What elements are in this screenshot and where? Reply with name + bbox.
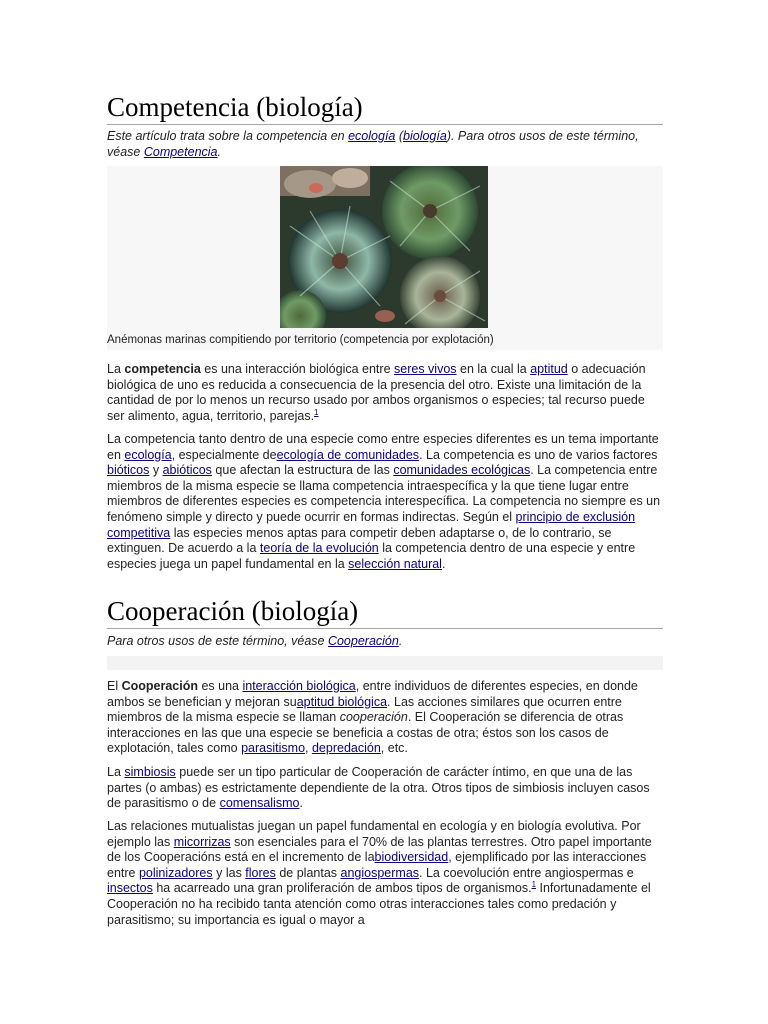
section-title-cooperacion: Cooperación (biología) (107, 596, 663, 629)
link-insectos[interactable]: insectos (107, 881, 153, 896)
text: La (107, 765, 125, 779)
link-seleccion-natural[interactable]: selección natural (348, 556, 442, 571)
text: es una interacción biológica entre (200, 362, 394, 376)
link-exclusion-competitiva[interactable]: principio de exclusión competitiva (107, 509, 636, 540)
text: son esenciales para el 70% de las plantas terrestres. Otro papel importante de los Cooperacións está en el incremento de la (107, 834, 652, 865)
reference-link[interactable]: 1 (531, 880, 537, 890)
text: o adecuación biológica de uno es reducida a consecuencia de la presencia del otro. Existe una limitación de la cantidad de por lo menos un recurso usado por ambos organismos o especies; tal recurso puede ser alimento, agua, territorio, parejas. (107, 362, 646, 423)
text: puede ser un tipo particular de Cooperación de carácter íntimo, en que una de las partes (o ambas) es estrictamente dependiente de la otra. Otros tipos de simbiosis incluyen casos de parasitismo o de (107, 765, 650, 811)
text: de plantas (275, 865, 341, 880)
link-polinizadores[interactable]: polinizadores (138, 865, 213, 880)
link-cooperacion[interactable]: Cooperación (327, 634, 399, 648)
text: . La competencia es uno de varios factores (419, 447, 658, 462)
link-ecologia-comunidades[interactable]: ecología de comunidades (276, 447, 420, 462)
text: Infortunadamente el Cooperación no ha recibido tanta atención como otras interacciones tales como predación y parasitismo; su importancia es igual o mayor a (107, 881, 651, 927)
hatnote-text: . (217, 145, 221, 159)
reference-link[interactable]: 1 (314, 407, 319, 417)
text: . El Cooperación se diferencia de otras interacciones en las que una especie se beneficia a costas de otra; éstos son los casos de explotación, tales como (107, 710, 624, 756)
text: . (441, 556, 446, 571)
link-seres-vivos[interactable]: seres vivos (394, 362, 457, 376)
bold-term: Cooperación (121, 679, 198, 693)
link-comensalismo[interactable]: comensalismo (219, 796, 300, 811)
empty-figure-strip (107, 656, 663, 670)
text: en la cual la (456, 362, 531, 376)
link-angiospermas[interactable]: angiospermas (340, 865, 420, 880)
text: , etc. (380, 741, 408, 756)
sea-anemones-image[interactable] (280, 166, 488, 328)
text: ha acarreado una gran proliferación de ambos tipos de organismos. (152, 881, 532, 896)
link-ecologia-2[interactable]: ecología (124, 447, 172, 462)
text: . (299, 796, 303, 811)
text: . La competencia entre miembros de la misma especie se llama competencia intraespecífica y la que tiene lugar entre miembros de diferentes especies es competencia interespecífica. La competencia no siempre es un fenómeno simple y directo y puede ocurrir en formas indirectas. Según el (107, 463, 661, 524)
link-bioticos[interactable]: bióticos (107, 463, 150, 478)
text: . Las acciones similares que ocurren entre miembros de la misma especie se llaman (107, 694, 622, 725)
paragraph-4 (107, 765, 663, 812)
text: y las (212, 865, 246, 880)
link-interaccion-biologica[interactable]: interacción biológica (242, 679, 356, 693)
link-biologia[interactable]: biología (403, 129, 447, 143)
bold-term: competencia (124, 362, 201, 376)
link-teoria-evolucion[interactable]: teoría de la evolución (259, 541, 379, 556)
text: , entre individuos de diferentes especies, en donde ambos se benefician y mejoran su (107, 679, 638, 709)
text: , ejemplificado por las interacciones entre (107, 850, 647, 880)
figure-caption: Anémonas marinas compitiendo por territorio (competencia por explotación) (107, 334, 494, 346)
hatnote-text: ). Para otros usos de este término, véase (107, 129, 639, 159)
text: El (107, 679, 122, 693)
text: . La coevolución entre angiospermas e (419, 865, 634, 880)
text: La (107, 362, 125, 376)
link-flores[interactable]: flores (245, 865, 276, 880)
link-comunidades-ecologicas[interactable]: comunidades ecológicas (393, 463, 531, 478)
text: es una (198, 679, 243, 693)
link-ecologia[interactable]: ecología (348, 129, 396, 143)
link-simbiosis[interactable]: simbiosis (124, 765, 176, 779)
link-aptitud-biologica[interactable]: aptitud biológica (296, 694, 388, 709)
hatnote-text: . (398, 634, 403, 648)
italic-term: cooperación (339, 710, 408, 725)
hatnote-text: Este artículo trata sobre la competencia en (107, 129, 349, 143)
paragraph-1 (107, 362, 663, 424)
hatnote-competencia (107, 128, 663, 160)
link-parasitismo[interactable]: parasitismo (241, 741, 306, 756)
paragraph-3 (107, 679, 663, 757)
paragraph-5 (107, 819, 663, 928)
text: , (305, 741, 312, 756)
text: que afectan la estructura de las (211, 463, 394, 478)
link-competencia[interactable]: Competencia (143, 145, 218, 159)
hatnote-text: ( (395, 129, 404, 143)
text: La competencia tanto dentro de una especie como entre especies diferentes es un tema importante en (107, 432, 659, 462)
link-aptitud[interactable]: aptitud (530, 362, 568, 376)
section-title-competencia: Competencia (biología) (107, 92, 663, 125)
text: la competencia dentro de una especie y entre especies juega un papel fundamental en la (107, 541, 636, 571)
text: las especies menos aptas para competir deben adaptarse o, de lo contrario, se extinguen. De acuerdo a la (107, 525, 612, 556)
text: y (149, 463, 163, 478)
paragraph-2 (107, 432, 663, 572)
text: Las relaciones mutualistas juegan un papel fundamental en ecología y en biología evolutiva. Por ejemplo las (107, 819, 641, 849)
text: , especialmente de (171, 447, 277, 462)
link-abioticos[interactable]: abióticos (162, 463, 212, 478)
anemone-photo-drawing (280, 166, 488, 328)
hatnote-cooperacion (107, 633, 663, 649)
link-depredacion[interactable]: depredación (311, 741, 381, 756)
link-biodiversidad[interactable]: biodiversidad (374, 850, 449, 865)
figure (107, 166, 663, 350)
hatnote-text: Para otros usos de este término, véase (107, 634, 328, 648)
link-micorrizas[interactable]: micorrizas (173, 834, 231, 849)
